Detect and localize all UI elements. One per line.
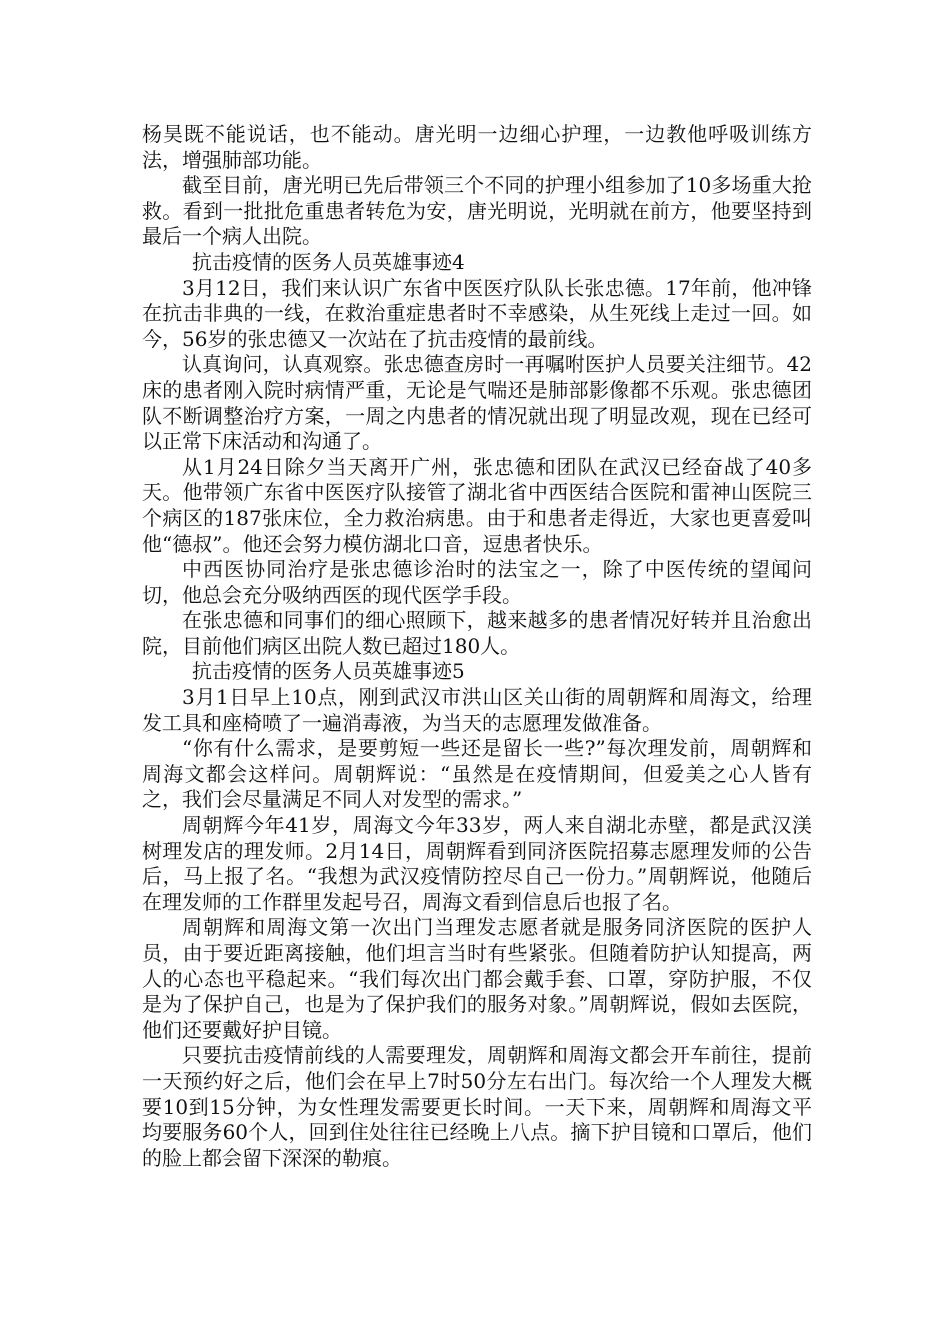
- paragraph: 在张忠德和同事们的细心照顾下，越来越多的患者情况好转并且治愈出院，目前他们病区出院人数已超过180人。: [142, 608, 812, 658]
- paragraph: 杨昊既不能说话，也不能动。唐光明一边细心护理，一边教他呼吸训练方法，增强肺部功能。: [142, 122, 812, 172]
- paragraph: 只要抗击疫情前线的人需要理发，周朝辉和周海文都会开车前往，提前一天预约好之后，他们会在早上7时50分左右出门。每次给一个人理发大概要10到15分钟，为女性理发需要更长时间。一天下来，周朝辉和周海文平均要服务60个人，回到住处往往已经晚上八点。摘下护目镜和口罩后，他们的脸上都会留下深深的勒痕。: [142, 1043, 812, 1170]
- paragraph: “你有什么需求，是要剪短一些还是留长一些?”每次理发前，周朝辉和周海文都会这样问。周朝辉说：“虽然是在疫情期间，但爱美之心人皆有之，我们会尽量满足不同人对发型的需求。”: [142, 736, 812, 812]
- paragraph: 3月1日早上10点，刚到武汉市洪山区关山街的周朝辉和周海文，给理发工具和座椅喷了一遍消毒液，为当天的志愿理发做准备。: [142, 685, 812, 735]
- paragraph: 3月12日，我们来认识广东省中医医疗队队长张忠德。17年前，他冲锋在抗击非典的一线，在救治重症患者时不幸感染，从生死线上走过一回。如今，56岁的张忠德又一次站在了抗击疫情的最前线。: [142, 275, 812, 351]
- paragraph: 中西医协同治疗是张忠德诊治时的法宝之一，除了中医传统的望闻问切，他总会充分吸纳西医的现代医学手段。: [142, 557, 812, 607]
- section-heading: 抗击疫情的医务人员英雄事迹4: [192, 249, 465, 274]
- paragraph: 周朝辉和周海文第一次出门当理发志愿者就是服务同济医院的医护人员，由于要近距离接触，他们坦言当时有些紧张。但随着防护认知提高，两人的心态也平稳起来。“我们每次出门都会戴手套、口罩，穿防护服，不仅是为了保护自己，也是为了保护我们的服务对象。”周朝辉说，假如去医院，他们还要戴好护目镜。: [142, 915, 812, 1042]
- paragraph: 周朝辉今年41岁，周海文今年33岁，两人来自湖北赤壁，都是武汉渼树理发店的理发师。2月14日，周朝辉看到同济医院招募志愿理发师的公告后，马上报了名。“我想为武汉疫情防控尽自己一份力。”周朝辉说，他随后在理发师的工作群里发起号召，周海文看到信息后也报了名。: [142, 813, 812, 914]
- paragraph: 从1月24日除夕当天离开广州，张忠德和团队在武汉已经奋战了40多天。他带领广东省中医医疗队接管了湖北省中西医结合医院和雷神山医院三个病区的187张床位，全力救治病患。由于和患者走得近，大家也更喜爱叫他“德叔”。他还会努力模仿湖北口音，逗患者快乐。: [142, 454, 812, 556]
- document-body: [142, 122, 812, 1171]
- paragraph: 截至目前，唐光明已先后带领三个不同的护理小组参加了10多场重大抢救。看到一批批危重患者转危为安，唐光明说，光明就在前方，他要坚持到最后一个病人出院。: [142, 173, 812, 249]
- paragraph: 认真询问，认真观察。张忠德查房时一再嘱咐医护人员要关注细节。42床的患者刚入院时病情严重，无论是气喘还是肺部影像都不乐观。张忠德团队不断调整治疗方案，一周之内患者的情况就出现了明显改观，现在已经可以正常下床活动和沟通了。: [142, 352, 812, 454]
- section-heading: 抗击疫情的医务人员英雄事迹5: [192, 659, 465, 684]
